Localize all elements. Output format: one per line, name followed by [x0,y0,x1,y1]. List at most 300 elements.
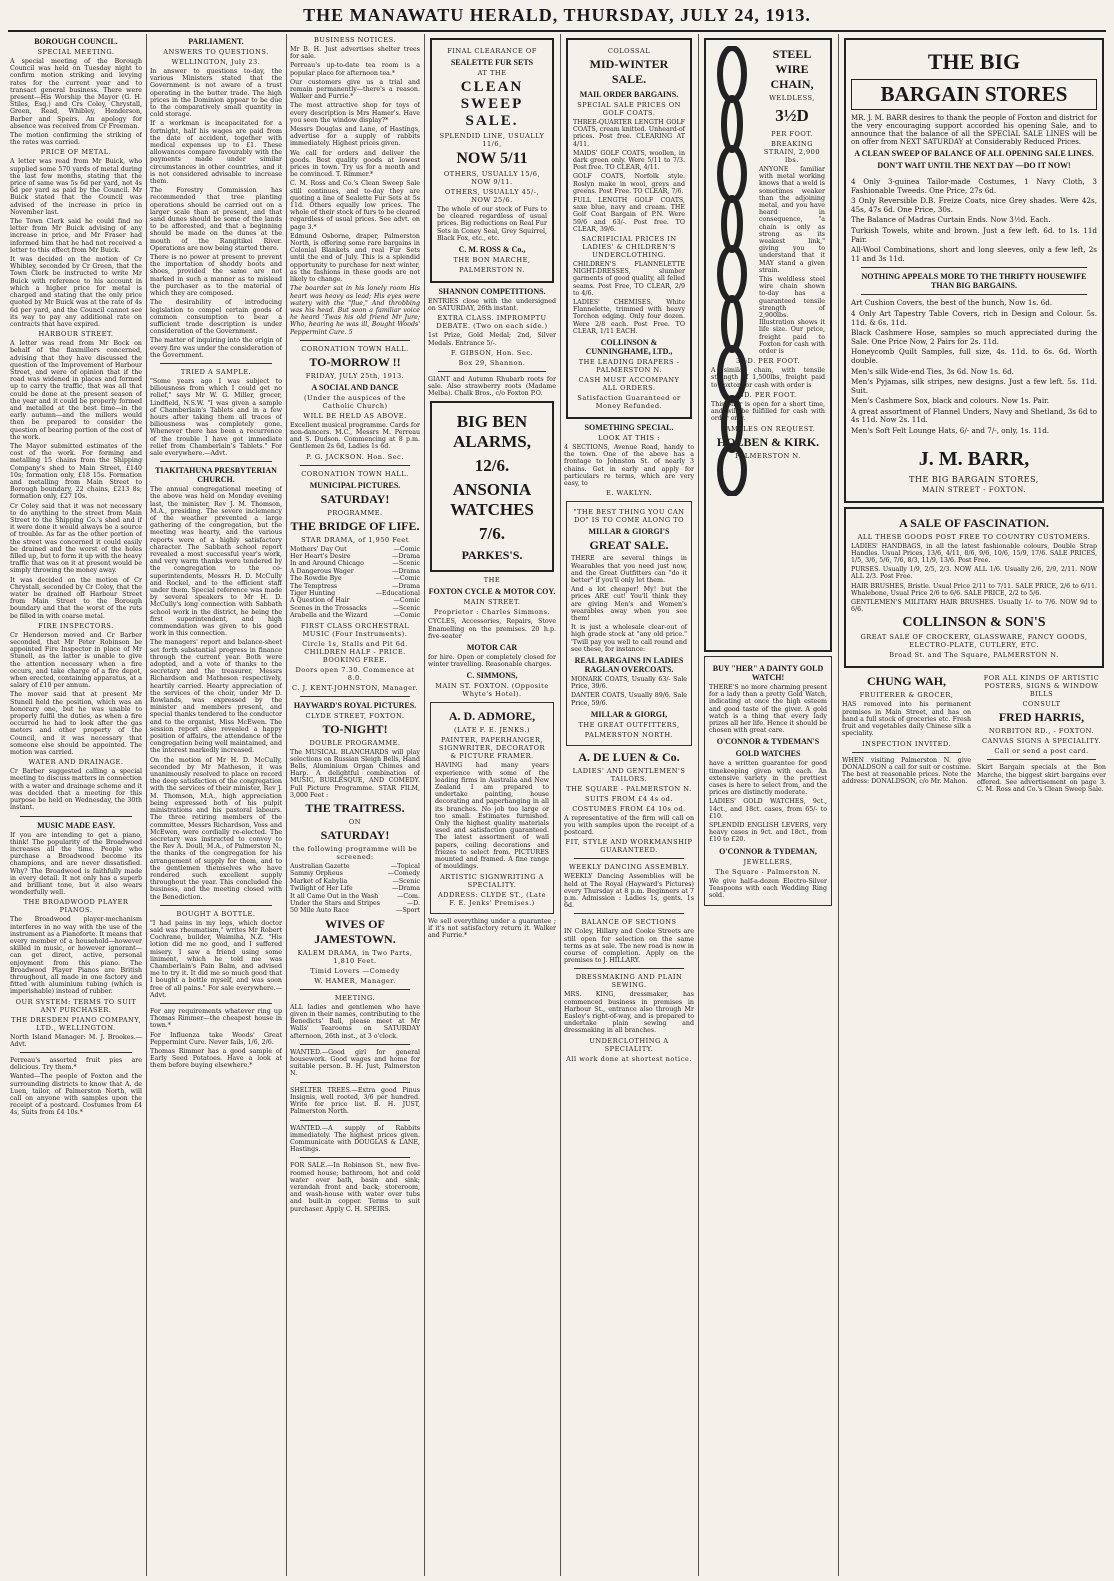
programme-item-title: Mothers' Day Out [290,545,347,553]
article-title: TIAKITAHUNA PRESBYTERIAN CHURCH. [155,466,277,485]
paragraph: THERE are several things in Wearables that you need just now, and the Great Outfitters can "do it better" if you'll only let them. [571,555,687,584]
ad-line: INSPECTION INVITED. [861,739,952,748]
programme-item-genre: —Comedy [387,870,420,878]
paragraph: If you are intending to get a piano, think! The popularity of the Broadwood increases all the time. People who purchase a Broadwood become its champions, and are never dissatisfied. Why? The Broadwood is faithfully made in every detail. It not only has a superb and brilliant tone, but it also wears wonderfully well. [10,831,142,897]
paragraph: A letter was read from Mr Bock on behalf of the flaxmillers concerned, advising that they have discussed the question of the Improvement of Harbour Street, and were of opinion that if the road was widened in places and formed up to carry the traffic, that was all that could be done at the present season of the year and it could be properly formed and metalled at the best time—in the early autumn—and the millers would then be prepared to consider the question of bearing portion of the cost of the work. [10,340,142,441]
paragraph: "Some years ago I was subject to biliousness from which I could get no relief," says Mr W. G. Miller, grocer, Lindfield, N.S.W. "I was given a sample of Chamberlain's Tablets and in a few hours after taking them all traces of biliousness was completely gone. Whenever there has been a recurrence of the trouble I have got immediate relief from Chamberlain's Tablets." For sale everywhere.—Advt. [150,377,282,457]
ad-line: (LATE F. E. JENKS.) [453,726,530,735]
paragraph: GOLF COATS, Norfolk style. Roslyn make in wool, greys and greens. Post Free. TO CLEAR, 7/6. [573,173,685,195]
paragraph: Cr Barber suggested calling a special meeting to discuss matters in connection with a water and drainage scheme and it was decided that a meeting for this purpose be held on Wednesday, the 30th instant. [10,768,142,812]
ad-firm: HOLBEN & KIRK. [716,434,820,449]
ad-line: Satisfaction Guaranteed or Money Refunded. [577,394,681,411]
ad-line: FOR ALL KINDS OF ARTISTIC POSTERS, SIGNS & WINDOW BILLS [983,674,1100,699]
ad-note: STAR DRAMA, of 1,950 Feet [301,535,409,544]
ad-fur-sets [430,38,554,283]
programme-item-genre: —Comic [393,545,420,553]
programme-item-genre: —Drama [392,552,420,560]
ad-heading: CORONATION TOWN HALL. [301,344,409,353]
column-rule [286,34,287,1576]
ad-price: 3½D. PER FOOT. [735,357,801,366]
paragraph: A special meeting of the Borough Council was held on Tuesday night to confirm motion striking and levying rates for the current year and to transact general business. There were present—His Worship the Mayor (G. H. Stiles, Esq.) and Crs Coley, Chrystall, Green, Read, Whibley, Henderson, Barber and Speirs. An apology for absence was received from Cr Freeman. [10,58,142,130]
paragraph: THERE'S no more charming present for a lady than a pretty Gold Watch, indicating at once the high esteem and good taste of the giver. A gold watch is a thing that every lady prizes all her life. Hence it should be chosen with great care. [709,684,828,735]
ad-signature: W. HAMER, Manager. [314,976,396,985]
ad-day: SATURDAY! [320,828,390,843]
ad-line: A CLEAN SWEEP OF BALANCE OF ALL OPENING SALE LINES. [854,149,1094,158]
ad-price: NOW 5/11 [456,150,528,167]
paragraph: Cr Henderson moved and Cr Barber seconded, that Mr Peter Robinson be appointed Fire Inspector in place of Mr Stunell, as the latter is unable to give the attention necessary when a fire occurs, and take charge of a fire depot, when erected, containing apparatus, at a salary of £10 per annum. [10,631,142,690]
sale-item: 3 Only Reversible D.B. Freize Coats, nice Grey shades. Were 42s, 45s, 47s 6d. One Price, 30s. [851,196,1097,214]
ad-line: THE [483,576,501,585]
paragraph: CHILDREN'S FLANNELETTE NIGHT-DRESSES, slumber garments of good quality, all felled seams. Post Free, TO CLEAR, 2/9 to 4/6. [573,261,685,297]
ad-firm: FRED HARRIS, [998,710,1085,725]
paragraph: The annual congregational meeting of the above was held on Monday evening last, the minister, Rev J. M. Thomson, M.A., presiding. The severe inclemency of the weather prevented a large gathering of the congregation, but the meeting was hearty, and the various reports were of a highly satisfactory character. The Sabbath school report revealed a most successful year's work, and very warm thanks were tendered by the congregation to the co-superintendents, Messrs H. D. McCully and Rockel, and to the efficient staff under them. Special reference was made by several speakers to Mr H. D. McCully's long connection with Sabbath school work in the district, he being the first superintendent, and high commendation was given to his good work in this connection. [150,486,282,638]
programme-item-title: Her Heart's Desire [290,552,351,560]
ad-line: All work done at shortest notice. [566,1054,692,1063]
paragraph: SPLENDID ENGLISH LEVERS, very heavy cases in 9ct. and 18ct., from £10 to £20. [709,822,827,844]
sale-item: GENTLEMEN'S MILITARY HAIR BRUSHES. Usually 1/- to 7/6. NOW 9d to 6/6. [851,599,1097,614]
paragraph: And a lot cheaper! My! but the prices ARE cut! You'll think they are giving Men's and Women's wearables away when you see them! [571,586,687,622]
divider [300,1044,410,1045]
ad-note: WILL BE HELD AS ABOVE. [303,411,407,420]
programme-list [290,863,420,915]
ad-alarms [430,401,554,572]
ad-line: LOOK AT THIS : [598,434,660,443]
paragraph: The desirability of introducing legislation to compel certain goods of common consumption to bear a sufficient trade description is under consideration of the Government. [150,299,282,336]
column-business-notices [290,34,420,1576]
ad-title: GREAT SALE. [589,538,669,553]
sale-item: HAIR BRUSHES, Bristle. Usual Price 2/11 to 7/11. SALE PRICE, 2/6 to 6/11. Whalebone, Usual Price 2/6 to 6/6. SALE PRICE, 2/2 to 5/6. [851,582,1097,597]
paragraph: A similar chain, with tensile strength of 1,500lbs, freight paid to Foxton for cash with order is [711,367,825,389]
programme-item [290,560,420,567]
paragraph: Edmund Osborne, draper, Palmerston North, is offering some rare bargains in Colonial Blankets and real Fur Sets until the end of July. This is a splendid opportunity to purchase for next winter, as the fashions in these goods are not likely to change. [290,232,420,284]
ad-line: COSTUMES FROM £4 10s od. [572,804,686,813]
bottom-ads-row [842,672,1106,795]
paragraph: It was decided on the motion of Cr Chrystall, seconded by Cr Coley, that the water be drained off Harbour Street from Main Street to the Borough boundary and that the worst of the ruts be filled in with coarse metal. [10,576,142,620]
divider [300,696,410,697]
dateline: WELLINGTON, July 23. [171,58,261,66]
section-heading: BUSINESS NOTICES. [313,36,397,44]
programme-item [290,583,420,590]
programme-item [290,553,420,560]
ad-big-bargain-stores [844,38,1104,503]
paragraph: Thomas Rimmer has a good sample of Early Seed Potatoes. Have a look at them before buying elsewhere.* [150,1047,282,1070]
sale-item: Men's silk Wide-end Ties, 3s 6d. Now 1s. 6d. [851,366,1014,376]
ad-day: SATURDAY! [320,491,390,506]
paragraph: "I had pains in my legs, which doctor said was rheumatism," writes Mr Robert Cochrane, builder, Waimiha, N.Z. "His lotion did me no good, and I suffered misery. I saw a friend using some liniment, which he told me was Chamberlain's Pain Balm, and advised me to try it. It did me so much good that I bought a bottle myself, and was soon free of all pains." For sale everywhere.—Advt. [150,919,282,999]
column-borough-council [10,34,142,1576]
programme-item [290,885,420,892]
section-heading: THE BROADWOOD PLAYER PIANOS. [23,898,129,915]
ad-line: ALL THESE GOODS POST FREE TO COUNTRY CUSTOMERS. [857,532,1091,541]
classified: FOR SALE.—In Robinson St., new five-roomed house; bathroom, hot and cold water over bath, basin and sink; verandah front and back; storeroom, and wash-house with water over tubs and built-in copper. Terms to suit purchaser. Apply C. H. SPEIRS. [290,1162,420,1213]
programme-item [290,900,420,907]
paragraph: A representative of the firm will call on you with samples upon the receipt of a postcard. [564,814,694,837]
ad-line: Proprietor : Charles Simmons. [433,608,551,617]
ad-line: Call or send a post card. [994,747,1089,756]
ad-line: SUITS FROM £4 4s od. [585,794,673,803]
paragraph: Skirt Bargain specials at the Bon Marche, the biggest skirt bargains ever offered. See advertisement on page 3. C. M. Ross and Co.'s Clean Sweep Sale. [977,764,1106,794]
ad-sale-of-fascination [844,507,1104,669]
divider [160,363,272,364]
programme-item-genre: —Sport [396,907,420,915]
ad-line: FINAL CLEARANCE OF [447,47,537,55]
paragraph: DANTER COATS, Usually 89/6. Sale Price, 59/6. [571,692,687,707]
divider [852,752,961,753]
sale-item: Honeycomb Quilt Samples, full size, 4s. 11d. to 6s. 6d. Worth double. [851,347,1097,365]
ad-line: GREAT SALE OF CROCKERY, GLASSWARE, FANCY GOODS, ELECTRO-PLATE, CUTLERY, ETC. [860,633,1088,650]
article-title: MUSIC MADE EASY. [37,820,115,830]
ad-line: PAINTER, PAPERHANGER, SIGNWRITER, DECORATOR & PICTURE FRAMER. [438,736,546,761]
paragraph: FULL LENGTH GOLF COATS, saxe blue, navy and cream. THE Golf Coat Bargain of P.N. Were 59/6 and 63/-. Post free. TO CLEAR, 39/6. [573,197,685,233]
programme-item [290,590,420,597]
ad-note: CLYDE STREET, FOXTON. [305,711,405,720]
paragraph: for hire. Open or completely closed for winter travelling. Reasonable charges. [428,654,556,669]
section-heading: WEEKLY DANCING ASSEMBLY. [569,863,689,872]
column-parliament [150,34,282,1576]
paragraph: MAIDS' GOLF COATS, woollen, in dark green only. Were 5/11 to 7/3. Post free. TO CLEAR, 4/11. [573,149,685,172]
programme-item [290,878,420,885]
programme-item-genre: —Com. [397,892,420,900]
section-heading: FIRE INSPECTORS. [38,621,114,630]
poem: The boarder sat in his lonely room His heart was heavy as lead; His eyes were watery with the "flue," And throbbing was his head. But soon a familiar voice he heard 'Twas his old friend Mr Jure; Who, hearing he was ill, Bought Woods' Peppermint Cure. 5 [290,285,420,336]
paragraph: It is just a wholesale clear-out of high grade stock at "any old price." 'Twill pay you well to call round and see these, for instance: [571,624,687,653]
ad-firm: MILLAR & GIORGI, [590,709,668,719]
programme-item-genre: —Comic [393,612,420,620]
ad-line: SPLENDID LINE, USUALLY 11/6, [439,132,545,148]
section-heading: HARBOUR STREET. [38,330,114,339]
ad-mid-winter-sale [566,38,692,419]
sale-item: A great assortment of Flannel Unders, Navy and Shetland, 3s 6d to 4s 11d. Now 2s. 11d. [851,406,1097,425]
paragraph: If a workman is incapacitated for a fortnight, half his wages are paid from the date of accident, together with medical expenses up to £1. These allowances compare favourably with the payments made under similar circumstances in other countries, and it is not considered advisable to increase them. [150,120,282,186]
ad-line: BREAKING STRAIN, 2,900 lbs. [763,140,821,164]
ad-firm: CHUNG WAH, [866,674,947,689]
ad-heading: CORONATION TOWN HALL. [301,469,409,478]
paragraph: Cr Coley said that it was not necessary to do anything to the street from Main Street to the Shipping Co.'s shed and if it were done it would always be a source of trouble. As far as the other portion of the street was concerned it could easily be drained and the worst of the holes filled up, but to form it up with the heavy traffic that was on it at present would be simply throwing the money away. [10,502,142,575]
paragraph: HAS removed into his permanent premises in Main Street, and has on hand a full stock of groceries etc. Fresh fruit and vegetables daily Chinese silk a speciality. [842,701,971,738]
ad-title: A. D. ADMORE, [448,709,536,724]
ad-note: ON [348,818,362,827]
programme-list [290,546,420,620]
programme-item [290,546,420,553]
ad-line: FRUITERER & GROCER, [859,691,954,700]
programme-item [290,870,420,877]
ad-line: MAIN STREET. [463,598,521,607]
ad-line: "THE BEST THING YOU CAN DO" IS TO COME ALONG TO [573,508,685,525]
sale-item: Men's Soft Felt Lounge Hats, 6/- and 7/-, only, 1s. 11d. [851,426,1050,436]
divider [300,340,410,341]
paragraph: Perreau's assorted fruit pies are delicious. Try them.* [10,1056,142,1072]
paragraph: Perreau's up-to-date tea room is a popular place for afternoon tea.* [290,62,420,77]
divider [987,759,1096,760]
ad-note: (Under the auspices of the Catholic Church) [304,393,406,410]
ad-line: LADIES' AND GENTLEMEN'S TAILORS. [572,766,686,783]
ad-line: MAIN STREET - FOXTON. [921,485,1027,494]
section-heading: OUR SYSTEM: TERMS TO SUIT ANY PURCHASER. [15,997,137,1014]
ad-title: FOXTON CYCLE & MOTOR COY. [428,587,556,597]
divider [861,267,1087,268]
paragraph: The Mayor submitted estimates of the cost of the work. For forming and metalling 15 chains from the Shipping Company's shed to Main Street, £140 10s; formation only, £18 15s. Formation and metalling from Main Street to Borough boundary, 22 chains, £213 8s; formation only, £27 10s. [10,442,142,501]
programme-item-genre: —Educational [375,589,420,597]
programme-item-genre: —Scenic [392,560,420,568]
ad-line: EXTRA CLASS. IMPROMPTU DEBATE. (Two on each side.) [436,314,548,331]
ad-firm: MILLAR & GIORGI'S [588,527,670,537]
paragraph: Messrs Douglas and Lane, of Hastings, advertise for a supply of rabbits immediately. Highest prices given. [290,126,420,148]
divider [160,1003,272,1004]
paragraph: In answer to questions to-day, the various Ministers stated that the Government is not aware of a trust operating in the butter trade. The high prices in the Dominion appear to be due to the comparatively small quantity in cold storage. [150,68,282,119]
programme-item-genre: —Scenic [392,877,420,885]
ad-title: TO-MORROW !! [309,354,401,369]
paragraph: MRS. KING, dressmaker, has commenced business in premises in Harbour St., entrance also through Mr Easley's right-of-way, and is prepared to undertake plain sewing and dressmaking in all branches. [564,991,694,1035]
paragraph: We give half-a-dozen Electro-Silver Teaspoons with each Wedding Ring sold. [709,877,827,900]
ad-title: SOMETHING SPECIAL. [584,423,674,433]
ad-title: A. DE LUEN & Co. [578,749,680,764]
ad-title: SEALETTE FUR SETS [450,58,534,67]
paragraph: CYCLES, Accessories, Repairs, Stove Enamelling on the premises. 20 h.p. five-seater [428,618,556,640]
programme-item-genre: —D. [406,900,420,908]
ad-note: Timid Lovers —Comedy [310,966,400,975]
programme-item [290,907,420,914]
column-ads-6 [702,34,834,1576]
ad-line: THE GREAT OUTFITTERS, [578,720,680,729]
programme-item-title: Arabella and the Wizard [290,612,368,620]
sale-item: The Balance of Madras Curtain Ends. Now 3½d. Each. [851,215,1051,225]
ad-line: ARTISTIC SIGNWRITING A SPECIALITY. [440,872,544,889]
paragraph: Mr B. H. Just advertises shelter trees for sale. [290,46,420,61]
ad-line: ADDRESS: CLYDE ST., (Late F. E. Jenks' Premises.) [437,890,547,907]
paragraph: This weldless steel wire chain shown to-day has a guaranteed tensile strength of 2,900lbs. Illustration shows it life size. Our price, freight paid to Foxton for cash with order is [759,276,825,356]
ad-line: SACRIFICIAL PRICES IN LADIES' & CHILDREN'S UNDERCLOTHING. [581,235,677,260]
paragraph: have a written guarantee for good timekeeping given with each. An extensive variety in the prettiest cases is here to select from, and the prices are distinctly moderate. [709,760,827,797]
paragraph: WHEN visiting Palmerston N. give DONALDSON a call for suit or costume. The best at reasonable prices. Note the address: DONALDSON, c/o Mr. Mahon. [842,756,971,786]
ad-price: 3½D [775,106,809,125]
programme-item [290,863,420,870]
paragraph: THREE-QUARTER LENGTH GOLF COATS, cream knitted. Unheard-of prices. Post free. CLEARING AT 4/11. [573,119,685,148]
ad-millar-giorgi [566,501,692,745]
ad-price: 3D. PER FOOT. [739,390,797,399]
programme-item-title: A Question of Hair [290,597,350,605]
ad-admore [430,702,554,913]
programme-item-genre: —Comic [393,575,420,583]
classified: WANTED.—Good girl for general housework. Good wages and home for suitable person. B. H. Just, Palmerston N. [290,1048,420,1078]
paragraph: The managers' report and balance-sheet set forth substantial progress in finance through the current year. Both were adopted, and a vote of thanks to the secretary and the treasurer, Messrs Richardson and Matheson respectively, heartily carried. Hearty appreciation of the services of the choir, under Mr D. Rowlands, was expressed by the minister and members present, and special thanks tendered to the conductor and to the organist, Miss McEwen. The session report also revealed a happy position of affairs, the attendance of the congregation being well maintained, and the interest markedly increased. [150,639,282,755]
ad-line: MAIL ORDER BARGAINS. [579,90,679,99]
programme-item [290,575,420,582]
sale-item: LADIES' HANDBAGS, in all the latest fashionable colours, Double Strap Handles. Usual Prices, 13/6, 4/11, 8/6, 9/6, 10/6, 15/9, 17/6. SALE PRICES, 1/5, 3/6, 5/6, 7/6, 8/3, 11/9, 13/6. Post Free. [851,542,1097,565]
programme-item-title: Australian Gazette [290,863,350,871]
programme-item [290,597,420,604]
ad-line: PALMERSTON N. [735,451,801,460]
divider [300,1157,410,1158]
divider [20,816,132,817]
programme-item-title: Sammy Orpheus [290,870,343,878]
paragraph: For Influenza take Woods' Great Peppermint Cure. Never fails, 1/6, 2/6. [150,1031,282,1046]
ad-line: THE SQUARE - PALMERSTON N. [566,784,692,793]
sale-item: PURSES. Usually 1/9, 2/5, 2/3. NOW ALL 1/6. Usually 2/6, 2/9, 2/11. NOW ALL 2/3. Post Free. [851,566,1097,581]
programme-item-title: Tiger Hunting [290,589,336,597]
divider [438,371,546,372]
programme-item-title: Under the Stars and Stripes [290,900,380,908]
classified: SHELTER TREES.—Extra good Pinus Insignis, well rooted, 3/6 per hundred. Write for price list. B. H. JUST, Palmerston North. [290,1086,420,1116]
programme-item [290,605,420,612]
paragraph: IN Coley, Hillary and Cooke Streets are still open for selection on the same terms as at sale. The new road is now in course of completion. Apply on the premises to J. HILLARY. [564,928,694,965]
sale-item: 4 Only 3-guinea Tailor-made Costumes, 1 Navy Cloth, 3 Fashionable Tweeds. One Price, 27s 6d. [851,177,1097,195]
ad-firm: C. M. ROSS & Co., [458,245,526,255]
divider [300,465,410,466]
ad-signature: E. WAKLYN. [606,489,652,498]
article-subtitle: ANSWERS TO QUESTIONS. [163,48,269,56]
paragraph: C. M. Ross and Co.'s Clean Sweep Sale still continues, and to-day they are quoting a line of Sealette Fur Sets at 5s 11d. Others equally low prices. The whole of their stock of furs to be cleared regardless of usual prices. See advt. on page 3.* [290,180,420,231]
ad-firm: COLLINSON & CUNNINGHAME, LTD., [585,338,673,357]
programme-item-genre: —Comic [393,597,420,605]
programme-item [290,612,420,619]
programme-item [290,568,420,575]
divider [300,1120,410,1121]
sale-item: Turkish Towels, white and brown. Just a few left. 6d. to 1s. 11d Pair. [851,225,1097,244]
divider [160,461,272,462]
paragraph: MONARK COATS, Usually 63/- Sale Price, 39/6. [571,675,687,691]
paragraph: The whole of our stock of Furs to be cleared regardless of usual prices. Big reductions on Real Fur Sets in Coney Seal, Grey Squirrel, Black Fox, etc., etc. [437,206,547,242]
paragraph: North Island Manager: M. J. Brookes.—Advt. [10,1033,142,1048]
ad-line: THE LEADING DRAPERS - PALMERSTON N. [578,358,680,375]
paragraph: ALL ladies and gentlemen who have given in their names, contributing to the Benedicts' Ball, please meet at Mr Walls' Tearooms on SATURDAY afternoon, 26th inst., at 3 o'clock. [290,1003,420,1040]
ad-line: CANVAS SIGNS A SPECIALITY. [981,737,1102,746]
section-heading: PRICE OF METAL. [40,148,112,157]
ad-line: WELDLESS, [769,94,815,102]
ad-title: CLEAN SWEEP SALE. [460,79,524,129]
divider [574,968,684,969]
paragraph: A letter was read from Mr Buick, who supplied some 570 yards of metal during the last few months, stating that the price of same was 5s 6d per yard, not 4s 6d per yard as paid by the Council. Mr Buick stated that the Council was advised of the increase in price in November last. [10,158,142,216]
classified: WANTED.—A supply of Rabbits immediately. The highest prices given. Communicate with DOUGLAS & LANE, Hastings. [290,1124,420,1154]
ad-line: Broad St. and The Square, PALMERSTON N. [889,651,1059,660]
section-heading: TRIED A SAMPLE. [180,367,252,376]
article-title: BOROUGH COUNCIL. [34,37,118,46]
ad-title: STEEL WIRE CHAIN, [770,47,814,91]
ad-line: PER FOOT. [771,130,813,138]
ad-firm: COLLINSON & SON'S [902,615,1046,631]
ad-line: OTHERS, USUALLY 15/6, NOW 9/11. [443,170,541,186]
chain-illustration [712,46,752,496]
programme-item-genre: —Drama [392,885,420,893]
paragraph: HAVING had many years experience with some of the leading firms in Australia and New Zealand I am prepared to undertake painting, house decorating and paperhanging in all its branches. No job too large or too small. Estimates furnished. Only the highest quality materials used and satisfaction guaranteed. The latest assortment of wall papers, ceiling decorations and friezes to select from. PICTURES mounted and framed. A fine range of mouldings. [435,762,549,871]
paragraph: ANYONE familiar with metal working knows that a weld is sometimes weaker than the adjoining metal, and you have heard in consequence, "a chain is only as strong as its weakest link," giving you to understand that it MAY stand a given strain. [759,166,825,274]
paragraph: Our customers give us a trial and remain permanently—there's a reason. Walker and Furrie.* [290,78,420,101]
paragraph: The motion confirming the striking of the rates was carried. [10,132,142,147]
article-subtitle: SPECIAL MEETING. [37,48,115,56]
ad-signature: P. G. JACKSON. Hon. Sec. [306,452,404,461]
film-title: THE TRAITRESS. [305,801,405,816]
ad-price: 12/6. [474,456,510,476]
column-rule [424,34,425,1576]
masthead: THE MANAWATU HERALD, THURSDAY, JULY 24, 1913. [303,5,811,25]
column-ads-5 [564,34,694,1576]
paragraph: ENTRIES close with the undersigned on SATURDAY, 26th instant. [428,298,556,313]
programme-item-title: The Temptress [290,582,338,590]
classified: GIANT and Autumn Rhubarb roots for sale. Also strawberry roots (Madame Melba). Chalk Bros., c/o Foxton P.O. [428,375,556,398]
ad-line: GOLD WATCHES [735,749,801,759]
ad-line: MOTOR CAR [466,643,518,653]
ad-line: NOTHING APPEALS MORE TO THE THRIFTY HOUSEWIFE THAN BIG BARGAINS. [861,272,1087,291]
ad-firm: C. SIMMONS, [466,671,518,681]
ad-firm: O'CONNOR & TYDEMAN, [719,846,817,856]
divider [574,858,684,859]
divider [300,1082,410,1083]
divider [300,989,410,990]
ad-event: A SOCIAL AND DANCE [311,382,399,392]
ad-chung-wah [842,672,971,795]
ad-title: SHANNON COMPETITIONS. [438,287,546,297]
ad-title: A SALE OF FASCINATION. [899,515,1049,530]
ad-title: THE BIG [927,49,1021,74]
paragraph: 4 SECTIONS, Avenue Road, handy to the town. One of the above has a frontage to Johnston St. of nearly 3 chains. Get in early and apply for particulars re terms, which are very easy, to [564,444,694,488]
programme-item-title: Scenes in the Trossacks [290,604,367,612]
section-heading: MEETING. [334,993,376,1002]
ad-note: KALEM DRAMA, in Two Parts, 1,810 Feet. [297,948,413,965]
ad-line: The Square - Palmerston N. [715,867,821,876]
paragraph: This offer is open for a short time, and will be fulfilled for cash with order only. [711,400,825,423]
paragraph: The MUSICAL BLANCHARDS will play selections on Russian Sleigh Bells, Hand Bells, Aluminium Organ Chimes and Harp. A delightful combination of MUSIC, BURLESQUE, AND COMEDY. Full Picture Programme. STAR FILM, 3,000 Feet : [290,748,420,799]
sale-item: Art Cushion Covers, the best of the bunch, Now 1s. 6d. [851,298,1053,308]
divider [160,905,272,906]
ad-title: BIG BEN ALARMS, [453,412,531,452]
ad-line: THE BIG BARGAIN STORES, [909,474,1039,484]
ad-gold-watch [704,656,832,906]
programme-item-genre: —Topical [390,863,420,871]
programme-item-title: A Dangerous Wager [290,567,354,575]
column-ads-7 [842,34,1106,1576]
programme-item-title: In and Around Chicago [290,560,364,568]
column-rule [146,34,147,1576]
article-title: PARLIAMENT. [188,37,244,46]
ad-date: FRIDAY, JULY 25th, 1913. [305,371,405,380]
paragraph: It was decided on the motion of Cr Whibley, seconded by Cr Green, that the Town Clerk be instructed to write Mr Buick with reference to his account in which a higher price for metal is charged and stating that the only price quoted by Mr Buick was at the rate of 4s 6d per yard, and the Council cannot see its way to pay any additional rate on contracts that have expired. [10,256,142,328]
ad-line: COLOSSAL [607,47,651,55]
paragraph: The most attractive shop for toys of every description is Mrs Hamer's. Have you seen the window display?* [290,102,420,124]
programme-item-genre: —Drama [392,567,420,575]
sale-item: All-Wool Combinations, short and long sleeves, only a few left, 2s 11 and 3s 11d. [851,245,1097,263]
ad-firm: J. M. BARR, [918,447,1030,470]
ad-line: CONSULT [1022,700,1061,709]
ad-title: BUY "HER" A DAINTY GOLD WATCH! [712,664,824,682]
ad-firm: O'CONNOR & TYDEMAN'S [716,737,820,747]
column-ads-4 [428,34,556,1576]
ad-note: Doors open 7.30. Commence at 8.0. [295,665,415,682]
sale-item: Black Cashmere Hose, samples so much appreciated during the Sale. One Price Now, 2 Pairs for 2s. 11d. [851,328,1097,346]
ad-line: NORBITON RD., - FOXTON. [988,727,1095,736]
programme-item-title: It all Came Out in the Wash [290,892,379,900]
ad-note: PROGRAMME. [327,508,383,517]
paragraph: There is no power at present to prevent the importation of shoddy boots and shoes, provided the same are not marked in such a manner as to mislead the purchaser as to the material of which they are composed. [150,254,282,298]
programme-item-title: Market of Kabylia [290,877,348,885]
ad-line: SPECIAL SALE PRICES ON GOLF COATS. [577,101,681,117]
sale-item: Men's Cashmere Sox, black and colours. Now 1s. Pair. [851,396,1050,406]
paragraph: For any requirements whatever ring up Thomas Rimmer—the cheapest house in town.* [150,1007,282,1030]
ad-price: 7/6. [479,524,505,544]
ad-firm: PARKES'S. [461,548,523,563]
divider [20,1052,132,1053]
ad-line: FIT, STYLE AND WORKMANSHIP GUARANTEED. [565,838,693,855]
divider [861,294,1087,295]
ad-line: UNDERCLOTHING A SPECIALITY. [589,1036,669,1053]
ad-signature: F. GIBSON, Hon. Sec. [450,348,534,357]
column-rule [698,34,699,1576]
divider [574,913,684,914]
programme-item [290,893,420,900]
paragraph: Excellent musical programme. Cards for non-dancers. M.C., Messrs M. Perreau and S. Dudson. Commencing at 8 p.m. Gentlemen 2s 6d, Ladies 1s 6d. [290,421,420,451]
ad-note: Circle 1s, Stalls and Pit 6d. CHILDREN HALF - PRICE. BOOKING FREE. [302,639,408,664]
paragraph: LADIES' GOLD WATCHES, 9ct., 14ct., and 18ct. cases, from 65/- to £10. [709,798,827,820]
paragraph: WEEKLY Dancing Assemblies will be held at The Royal (Hayward's Pictures) every Thursday at 8 p.m. Beginners at 7 p.m. Admission : Ladies 1s, gents. 1s 6d. [564,873,694,910]
ad-line: PALMERSTON NORTH. [584,730,674,739]
